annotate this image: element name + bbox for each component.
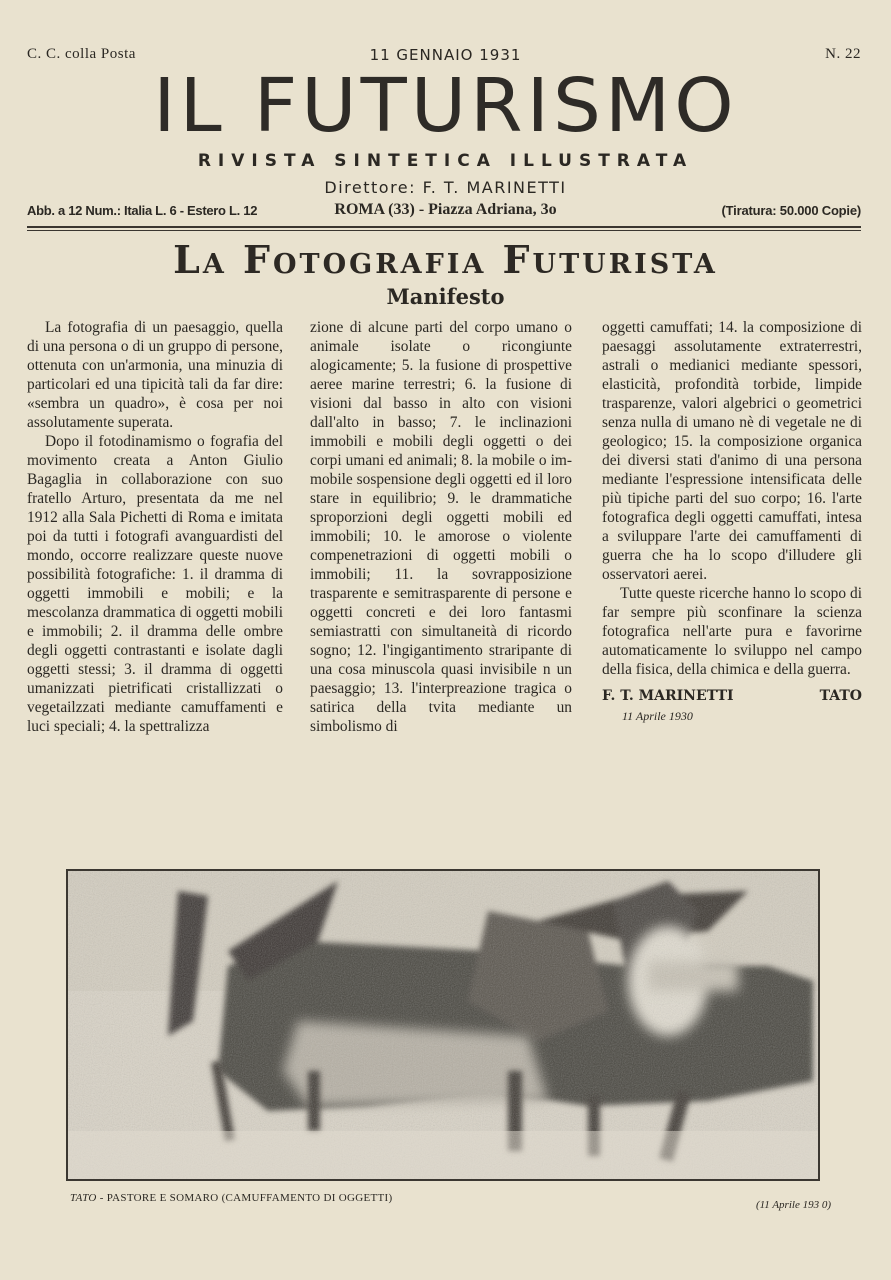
masthead-subtitle: RIVISTA SINTETICA ILLUSTRATA [197, 151, 694, 171]
text-column-3 [602, 318, 862, 726]
photograph-image [68, 871, 818, 1179]
paragraph: zione di alcune parti del corpo umano o animale isolate o ricongiunte alogicamente; 5. la fusione di prospettive aeree marine terrestri; 6. la fusione di visioni dal basso in alto con visioni dall'alto in basso; 7. le inclinazioni immobili e mobili degli oggetti o dei corpi umani ed animali; 8. la mobile o immobile sospensione degli oggetti ed il loro stare in equilibrio; 9. le drammatiche sproporzioni degli oggetti mobili ed immobili; 10. le amorose o violente compenetrazioni di oggetti mobili o immobili; 11. la sovrapposizione trasparente e semitrasparente di persone e oggetti concreti e dei loro fantasmi semiastratti con simultaneità di ricordo sogno; 12. l'ingigantimento straripante di una cosa minuscola quasi invisibile n un paesaggio; 13. l'interpreazione tragica o satirica della tvita mediante un simbolismo di [310, 319, 572, 735]
caption-text: - PASTORE E SOMARO (CAMUFFAMENTO DI OGGETTI) [96, 1192, 393, 1204]
text-column-2 [310, 318, 572, 736]
signature-date: 11 Aprile 1930 [622, 709, 693, 723]
text-column-1 [27, 318, 283, 736]
subscription-info: Abb. a 12 Num.: Italia L. 6 - Estero L. 12 [27, 203, 258, 218]
photograph [66, 869, 820, 1181]
paragraph: La fotografia di un paesaggio, quella di una persona o di un gruppo di persone, ottenuta con un'armonia, una minuzia di particolari ed una tipicità tali da far dire: «sembra un quadro», è cosa per noi assolutamente superata. [27, 319, 283, 431]
header-rule-thin [27, 230, 861, 231]
signatures [602, 687, 862, 706]
paragraph: oggetti camuffati; 14. la composizione di paesaggi assolutamente extraterrestri, astrali o medianici mediante spessori, elasticità, profondità torbide, limpide trasparenze, valori algebrici o geometrici senza nulla di umano nè di vegetale ne di geologico; 15. la composizione organica dei diversi stati d'animo di una persona mediante l'espressione intensificata delle più tipiche parti del suo corpo; 16. l'arte fotografica degli oggetti camuffati, intesa a sviluppare l'arte dei camuffamenti di guerra che ha lo scopo d'illudere gli osservatori aerei. [602, 319, 862, 583]
author-marinetti: F. T. MARINETTI [602, 688, 734, 704]
article-title: La Fotografia Futurista [173, 237, 718, 282]
issue-date: 11 GENNAIO 1931 [369, 46, 522, 64]
paragraph: Dopo il fotodinamismo o fografia del movimento creata a Anton Giulio Bagaglia in collaborazione con suo fratello Arturo, presentata da me nel 1912 alla Sala Pichetti di Roma e imitata poi da tutti i fotografi avanguardisti del mondo, occorre realizzare queste nuove possibilità fotografiche: 1. il dramma di oggetti immobili e mobili; e la mescolanza drammatica di oggetti mobili e immobili; 2. il dramma delle ombre degli oggetti contrastanti e isolate dagli oggetti stessi; 3. il dramma di oggetti umanizzati pietrificati cristallizzati o vegetailzzati mediante camuffamenti e luci speciali; 4. la spettralizza [27, 433, 283, 735]
postal-note: C. C. colla Posta [27, 46, 136, 62]
author-tato: TATO [819, 688, 862, 704]
article-subtitle: Manifesto [386, 284, 505, 309]
director-line: Direttore: F. T. MARINETTI [324, 178, 567, 197]
caption-date: (11 Aprile 193 0) [755, 1199, 831, 1211]
masthead-title: IL FUTURISMO [153, 63, 738, 149]
address-line: ROMA (33) - Piazza Adriana, 3o [334, 201, 557, 218]
print-run: (Tiratura: 50.000 Copie) [721, 203, 861, 218]
issue-number: N. 22 [825, 46, 861, 62]
paragraph: Tutte queste ricerche hanno lo scopo di far sempre più sconfinare la scienza fotografica nell'arte pura e favorirne automaticamente lo sviluppo nel campo della fisica, della chimica e della guerra. [602, 585, 862, 678]
header-rule [27, 226, 861, 228]
figure-caption [70, 1192, 392, 1204]
caption-author: TATO [70, 1192, 97, 1204]
